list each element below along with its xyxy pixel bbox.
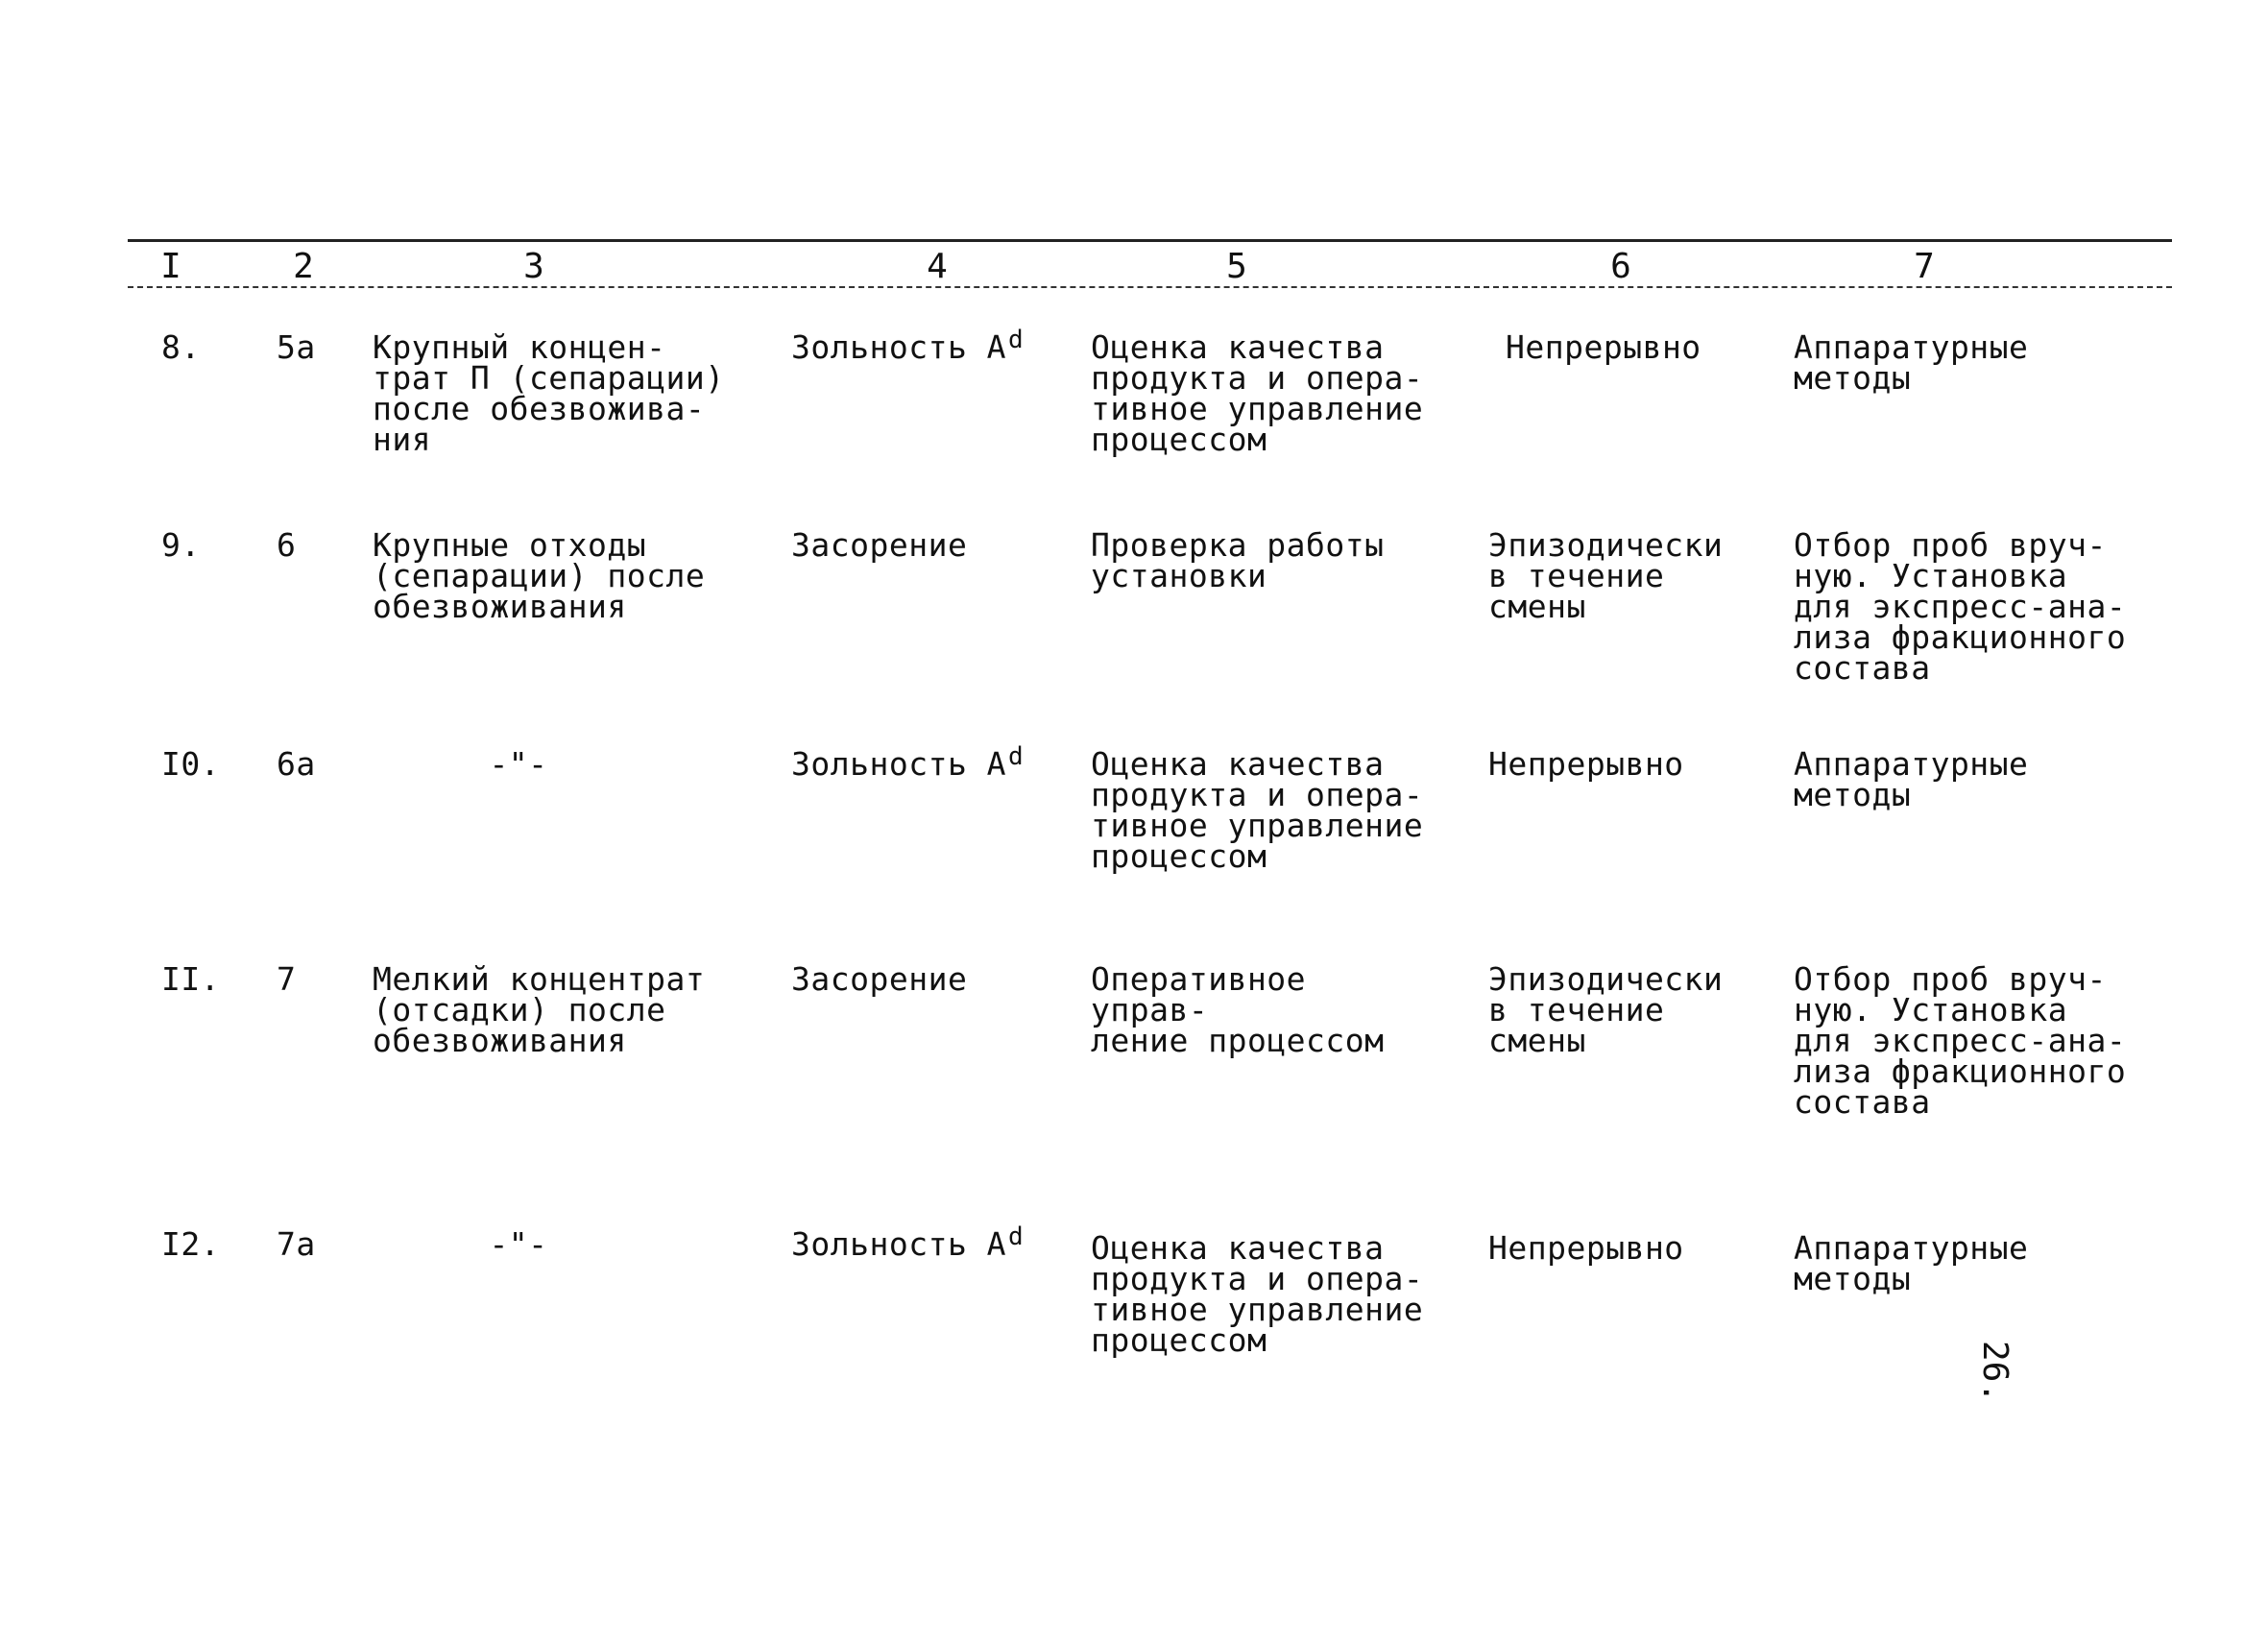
column-header-6: 6: [1610, 247, 1631, 286]
parameter-cell: [791, 526, 1079, 564]
column-header-2: 2: [293, 247, 314, 286]
column-header-1: I: [160, 247, 181, 286]
frequency-cell: Эпизодически в течение смены: [1488, 526, 1724, 625]
row-number: II.: [161, 960, 221, 998]
header-divider-rule: [128, 286, 2172, 288]
parameter-text: Зольность А: [791, 745, 1007, 783]
purpose-cell: Оценка качества продукта и опера- тивное управление процессом: [1091, 745, 1424, 875]
product-cell-ditto: -"-: [489, 745, 548, 783]
method-cell: Аппаратурные методы: [1794, 1229, 2029, 1297]
parameter-superscript: d: [1008, 326, 1025, 354]
column-header-3: 3: [523, 247, 544, 286]
frequency-cell: Эпизодически в течение смены: [1488, 960, 1724, 1059]
product-cell: Мелкий концентрат (отсадки) после обезвоживания: [373, 960, 706, 1059]
column-header-4: 4: [927, 247, 948, 286]
frequency-cell: Непрерывно: [1488, 745, 1684, 783]
parameter-cell: [791, 326, 1079, 366]
table-top-rule: [128, 239, 2172, 242]
parameter-text: Зольность А: [791, 1225, 1007, 1263]
row-number: I2.: [161, 1225, 221, 1263]
product-cell-ditto: -"-: [489, 1225, 548, 1263]
parameter-superscript: d: [1008, 742, 1025, 771]
scheme-point: 6: [277, 526, 297, 564]
page-number: 26.: [1975, 1341, 2015, 1404]
product-cell: Крупные отходы (сепарации) после обезвоживания: [373, 526, 706, 625]
scheme-point: 5а: [277, 328, 316, 366]
method-cell: Отбор проб вруч- ную. Установка для экспресс-ана- лиза фракционного состава: [1794, 960, 2127, 1121]
purpose-cell: Оценка качества продукта и опера- тивное управление процессом: [1091, 1229, 1424, 1359]
method-cell: Аппаратурные методы: [1794, 745, 2029, 813]
method-cell: Аппаратурные методы: [1794, 328, 2029, 397]
purpose-cell: Оценка качества продукта и опера- тивное управление процессом: [1091, 328, 1424, 458]
frequency-cell: Непрерывно: [1488, 1229, 1684, 1267]
parameter-text: Зольность А: [791, 328, 1007, 366]
purpose-cell: Проверка работы установки: [1091, 526, 1385, 594]
parameter-cell: [791, 960, 1079, 998]
purpose-cell: Оперативное управ- ление процессом: [1091, 960, 1385, 1059]
column-header-7: 7: [1914, 247, 1935, 286]
row-number: I0.: [161, 745, 221, 783]
frequency-cell: Непрерывно: [1506, 328, 1701, 366]
method-cell: Отбор проб вруч- ную. Установка для экспресс-ана- лиза фракционного состава: [1794, 526, 2127, 687]
scheme-point: 6а: [277, 745, 316, 783]
scheme-point: 7: [277, 960, 297, 998]
row-number: 9.: [161, 526, 201, 564]
parameter-superscript: d: [1008, 1222, 1025, 1251]
parameter-text: Засорение: [791, 960, 968, 998]
scheme-point: 7а: [277, 1225, 316, 1263]
column-header-5: 5: [1226, 247, 1247, 286]
row-number: 8.: [161, 328, 201, 366]
parameter-cell: [791, 742, 1079, 783]
parameter-cell: [791, 1222, 1079, 1263]
product-cell: Крупный концен- трат П (сепарации) после обезвожива- ния: [373, 328, 725, 458]
parameter-text: Засорение: [791, 526, 968, 564]
